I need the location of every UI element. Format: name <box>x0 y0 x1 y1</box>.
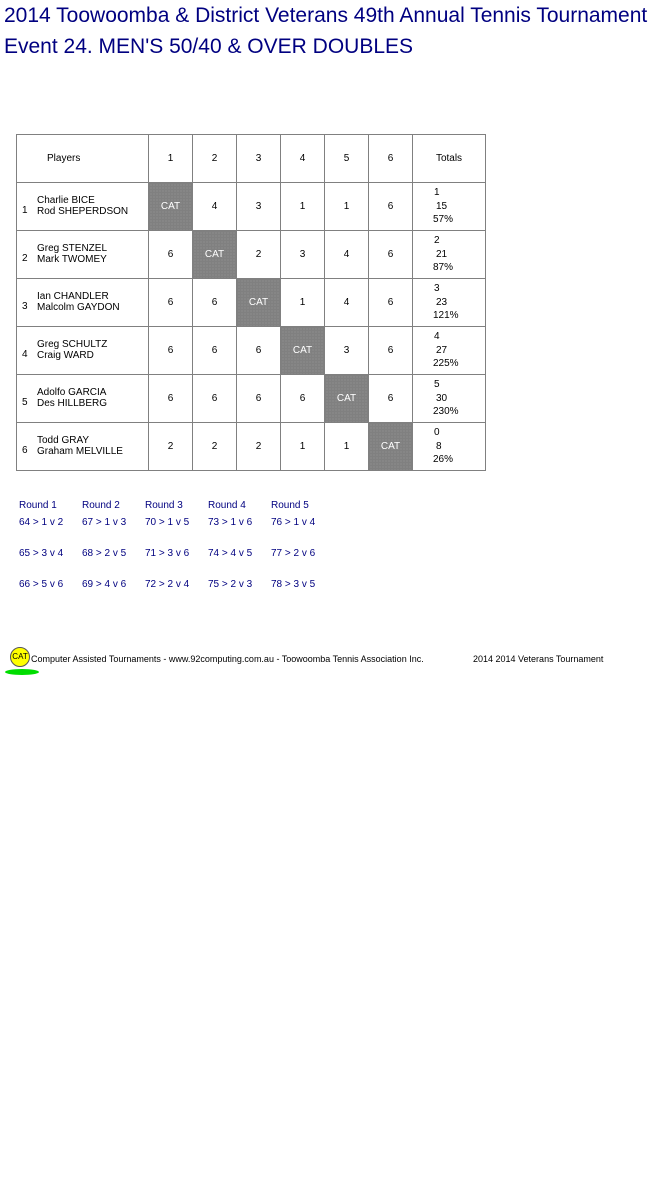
score-cell: 6 <box>149 231 193 279</box>
team-seed: 5 <box>22 397 28 408</box>
team-seed: 4 <box>22 349 28 360</box>
team-seed: 6 <box>22 445 28 456</box>
table-row <box>17 327 486 375</box>
match-entry: 72 > 2 v 4 <box>145 579 190 590</box>
totals-cell <box>413 423 486 471</box>
score-cell: 2 <box>237 423 281 471</box>
cat-logo-icon: CAT <box>10 647 30 667</box>
score-cell: 1 <box>325 423 369 471</box>
player-name: Charlie BICE <box>37 195 95 206</box>
score-cell: 6 <box>237 375 281 423</box>
match-entry: 64 > 1 v 2 <box>19 517 64 528</box>
logo-swoosh-icon <box>5 669 39 675</box>
team-cell <box>17 231 149 279</box>
round-robin-table <box>16 134 486 471</box>
table-row <box>17 375 486 423</box>
match-entry: 75 > 2 v 3 <box>208 579 253 590</box>
round-heading: Round 2 <box>82 500 120 511</box>
match-entry: 70 > 1 v 5 <box>145 517 190 528</box>
score-cell: 1 <box>281 279 325 327</box>
score-cell: 6 <box>369 279 413 327</box>
total-percent: 121% <box>433 310 459 322</box>
total-points: 8 <box>436 440 442 452</box>
total-percent: 57% <box>433 214 454 226</box>
total-percent: 230% <box>433 406 459 418</box>
score-cell: 6 <box>369 327 413 375</box>
score-cell: 6 <box>149 327 193 375</box>
totals-cell <box>413 231 486 279</box>
total-points: 15 <box>436 200 448 212</box>
score-cell: 6 <box>193 279 237 327</box>
match-entry: 77 > 2 v 6 <box>271 548 316 559</box>
team-cell <box>17 375 149 423</box>
score-cell: 6 <box>369 375 413 423</box>
match-entry: 65 > 3 v 4 <box>19 548 64 559</box>
match-entry: 74 > 4 v 5 <box>208 548 253 559</box>
column-header-3: 3 <box>237 135 281 183</box>
bye-cell: CAT <box>237 279 281 327</box>
score-cell: 4 <box>325 279 369 327</box>
score-cell: 4 <box>193 183 237 231</box>
match-entry: 73 > 1 v 6 <box>208 517 253 528</box>
bye-cell: CAT <box>281 327 325 375</box>
score-cell: 6 <box>281 375 325 423</box>
score-cell: 6 <box>193 327 237 375</box>
score-cell: 1 <box>325 183 369 231</box>
players-column-header: Players <box>17 135 149 183</box>
totals-column-header: Totals <box>413 135 486 183</box>
total-points: 21 <box>436 248 448 260</box>
totals-cell <box>413 183 486 231</box>
score-cell: 1 <box>281 183 325 231</box>
team-seed: 3 <box>22 301 28 312</box>
player-name: Malcolm GAYDON <box>37 302 120 313</box>
player-name: Mark TWOMEY <box>37 254 107 265</box>
column-header-4: 4 <box>281 135 325 183</box>
score-cell: 3 <box>237 183 281 231</box>
round-heading: Round 1 <box>19 500 57 511</box>
table-row <box>17 183 486 231</box>
score-cell: 4 <box>325 231 369 279</box>
tournament-title: 2014 Toowoomba & District Veterans 49th Annual Tennis Tournament <box>4 4 648 27</box>
score-cell: 2 <box>149 423 193 471</box>
bye-cell: CAT <box>193 231 237 279</box>
table-row <box>17 279 486 327</box>
table-row <box>17 423 486 471</box>
score-cell: 3 <box>325 327 369 375</box>
round-heading: Round 3 <box>145 500 183 511</box>
totals-cell <box>413 279 486 327</box>
column-header-2: 2 <box>193 135 237 183</box>
match-entry: 66 > 5 v 6 <box>19 579 64 590</box>
score-cell: 6 <box>149 279 193 327</box>
match-entry: 76 > 1 v 4 <box>271 517 316 528</box>
column-header-6: 6 <box>369 135 413 183</box>
totals-cell <box>413 375 486 423</box>
score-cell: 2 <box>193 423 237 471</box>
player-name: Ian CHANDLER <box>37 291 109 302</box>
event-title: Event 24. MEN'S 50/40 & OVER DOUBLES <box>4 35 414 58</box>
team-seed: 2 <box>22 253 28 264</box>
player-name: Craig WARD <box>37 350 94 361</box>
round-heading: Round 4 <box>208 500 246 511</box>
total-points: 27 <box>436 344 448 356</box>
total-position: 0 <box>434 427 440 439</box>
player-name: Des HILLBERG <box>37 398 108 409</box>
total-position: 2 <box>434 235 440 247</box>
column-header-5: 5 <box>325 135 369 183</box>
score-cell: 2 <box>237 231 281 279</box>
player-name: Greg SCHULTZ <box>37 339 108 350</box>
match-entry: 71 > 3 v 6 <box>145 548 190 559</box>
total-points: 30 <box>436 392 448 404</box>
total-position: 3 <box>434 283 440 295</box>
score-cell: 6 <box>369 183 413 231</box>
bye-cell: CAT <box>325 375 369 423</box>
table-row <box>17 231 486 279</box>
player-name: Rod SHEPERDSON <box>37 206 129 217</box>
totals-cell <box>413 327 486 375</box>
match-entry: 69 > 4 v 6 <box>82 579 127 590</box>
total-position: 1 <box>434 187 440 199</box>
footer-event-name: 2014 2014 Veterans Tournament <box>473 654 604 664</box>
match-entry: 78 > 3 v 5 <box>271 579 316 590</box>
score-cell: 6 <box>149 375 193 423</box>
total-percent: 87% <box>433 262 454 274</box>
total-position: 4 <box>434 331 440 343</box>
player-name: Graham MELVILLE <box>37 446 123 457</box>
table-header-row <box>17 135 486 183</box>
score-cell: 1 <box>281 423 325 471</box>
player-name: Adolfo GARCIA <box>37 387 107 398</box>
bye-cell: CAT <box>369 423 413 471</box>
team-seed: 1 <box>22 205 28 216</box>
bye-cell: CAT <box>149 183 193 231</box>
team-cell <box>17 183 149 231</box>
match-entry: 67 > 1 v 3 <box>82 517 127 528</box>
team-cell <box>17 279 149 327</box>
round-heading: Round 5 <box>271 500 309 511</box>
team-cell <box>17 327 149 375</box>
total-percent: 225% <box>433 358 459 370</box>
player-name: Todd GRAY <box>37 435 90 446</box>
total-position: 5 <box>434 379 440 391</box>
score-cell: 6 <box>193 375 237 423</box>
player-name: Greg STENZEL <box>37 243 108 254</box>
match-entry: 68 > 2 v 5 <box>82 548 127 559</box>
total-points: 23 <box>436 296 448 308</box>
score-cell: 6 <box>369 231 413 279</box>
footer <box>0 645 661 679</box>
total-percent: 26% <box>433 454 454 466</box>
score-cell: 6 <box>237 327 281 375</box>
footer-credit: Computer Assisted Tournaments - www.92computing.com.au - Toowoomba Tennis Association Inc. <box>31 654 424 664</box>
team-cell <box>17 423 149 471</box>
column-header-1: 1 <box>149 135 193 183</box>
score-cell: 3 <box>281 231 325 279</box>
